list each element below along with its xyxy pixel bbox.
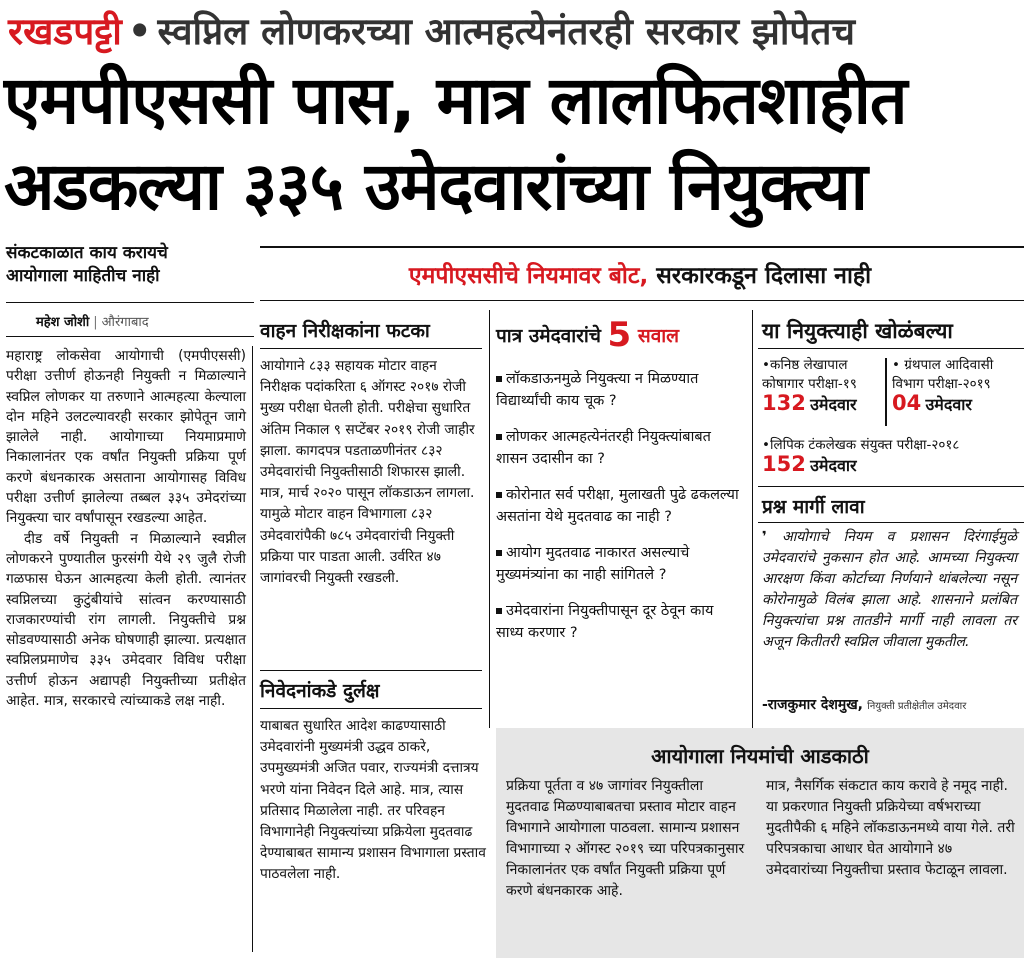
kicker-text: स्वप्निल लोणकरच्या आत्महत्येनंतरही सरकार झोपेतच bbox=[157, 10, 856, 53]
stat-librarian: • ग्रंथपाल आदिवासी विभाग परीक्षा-२०१९ 04 उमेदवार bbox=[892, 357, 994, 415]
stat-number: 152 bbox=[762, 452, 806, 476]
list-item: आयोग मुदतवाढ नाकारत असल्याचे मुख्यमंत्र्यांना का नाही सांगितले ? bbox=[496, 545, 690, 583]
byline bbox=[36, 312, 254, 330]
divider bbox=[260, 300, 1024, 301]
main-paragraph-1: महाराष्ट्र लोकसेवा आयोगाची (एमपीएससी) परीक्षा उत्तीर्ण होऊनही नियुक्ती न मिळाल्याने स्वप्निल लोणकर या तरुणाने आत्महत्या केल्याला दोन महिने उलटल्यावरही सरकार झोपेतून जागे झालेले नाही. आयोगाच्या नियमाप्रमाणे निकालानंतर एक वर्षांत नियुक्ती प्रक्रिया पूर्ण करणे बंधनकारक असताना आयोगासह विविध परीक्षा उत्तीर्ण झालेल्या तब्बल ३३५ उमेदरांच्या नियुक्त्या चार वर्षांपासून रखडल्या आहेत. bbox=[6, 348, 246, 527]
divider bbox=[758, 348, 1024, 349]
square-bullet-icon bbox=[496, 492, 502, 498]
divider bbox=[6, 336, 254, 337]
divider bbox=[758, 486, 1024, 487]
divider bbox=[260, 708, 482, 709]
demand-section-title: प्रश्न मार्गी लावा bbox=[762, 496, 865, 518]
questions-title-number: 5 bbox=[607, 315, 632, 355]
square-bullet-icon bbox=[496, 434, 502, 440]
kicker-label: रखडपट्टी bbox=[8, 10, 122, 53]
divider bbox=[260, 246, 1024, 248]
side-heading-line-1: संकटकाळात काय करायचे bbox=[6, 243, 168, 263]
quote-author-role: नियुक्ती प्रतीक्षेतील उमेदवार bbox=[867, 701, 967, 712]
subheadline bbox=[260, 256, 1020, 296]
list-item: कोरोनात सर्व परीक्षा, मुलाखती पुढे ढकलल्या असतांना येथे मुदतवाढ का नाही ? bbox=[496, 487, 739, 525]
list-item: उमेदवारांना नियुक्तीपासून दूर ठेवून काय साध्य करणार ? bbox=[496, 603, 714, 641]
quote-attribution bbox=[762, 695, 1020, 714]
byline-separator: | bbox=[93, 315, 98, 330]
column-rule bbox=[489, 310, 490, 728]
list-item: लोणकर आत्महत्येनंतरही नियुक्त्यांबाबत शासन उदासीन का ? bbox=[496, 429, 711, 467]
byline-city: औरंगाबाद bbox=[101, 315, 149, 330]
petition-section-body: याबाबत सुधारित आदेश काढण्यासाठी उमेदवारांनी मुख्यमंत्री उद्धव ठाकरे, उपमुख्यमंत्री अजित पवार, राज्यमंत्री दत्तात्रय भरणे यांना निवेदन दिले आहे. मात्र, त्यास प्रतिसाद मिळालेला नाही. तर परिवहन विभागानेही नियुक्त्यांच्या प्रक्रियेला मुदतवाढ देण्याबाबत सामान्य प्रशासन विभागाला प्रस्ताव पाठवलेला नाही. bbox=[260, 718, 486, 883]
quote-author: -राजकुमार देशमुख, bbox=[762, 697, 863, 713]
questions-title-pre: पात्र उमेदवारांचे bbox=[496, 325, 601, 347]
divider bbox=[758, 522, 1024, 523]
square-bullet-icon bbox=[496, 608, 502, 614]
stat-number: 132 bbox=[762, 391, 806, 415]
square-bullet-icon bbox=[496, 376, 502, 382]
main-article-column bbox=[6, 346, 246, 711]
questions-title-post: सवाल bbox=[637, 325, 680, 347]
petition-section-title: निवेदनांकडे दुर्लक्ष bbox=[260, 680, 380, 702]
subheadline-dark: सरकारकडून दिलासा नाही bbox=[656, 263, 872, 289]
list-item: लॉकडाऊनमुळे नियुक्त्या न मिळण्यात विद्यार्थ्यांची काय चूक ? bbox=[496, 371, 699, 409]
questions-list bbox=[496, 368, 744, 658]
stuck-section-title: या नियुक्त्याही खोळंबल्या bbox=[762, 319, 953, 343]
rules-box-left-text: प्रक्रिया पूर्तता व ४७ जागांवर नियुक्तीला मुदतवाढ मिळण्याबाबतचा प्रस्ताव मोटार वाहन विभागाने आयोगाला पाठवला. सामान्य प्रशासन विभागाच्या २ ऑगस्ट २०१९ च्या परिपत्रकानुसार निकालानंतर एक वर्षांत नियुक्ती प्रक्रिया पूर्ण करणे बंधनकारक आहे. bbox=[506, 778, 745, 899]
vehicle-section-title: वाहन निरीक्षकांना फटका bbox=[260, 320, 430, 342]
rules-box-title: आयोगाला नियमांची आडकाठी bbox=[651, 744, 869, 768]
divider bbox=[260, 670, 482, 671]
quote-mark-icon: ❜ bbox=[762, 529, 767, 545]
stat-number: 04 bbox=[892, 391, 922, 415]
demand-quote: ❜ आयोगाचे नियम व प्रशासन दिरंगाईमुळे उमेदवारांचे नुकसान होत आहे. आमच्या नियुक्त्या आरक्षण किंवा कोर्टाच्या निर्णयाने थांबलेल्या नसून कोरोनामुळे विलंब झाला आहे. शासनाने प्रलंबित नियुक्त्यांचा प्रश्न तातडीने मार्गी नाही लावला तर अजून कितीतरी स्वप्निल जीवाला मुकतील. bbox=[762, 529, 1018, 650]
subheadline-red: एमपीएससीचे नियमावर बोट, bbox=[408, 263, 649, 289]
column-rule bbox=[885, 358, 887, 426]
kicker bbox=[8, 4, 1018, 62]
questions-section-title bbox=[496, 315, 680, 355]
side-heading-line-2: आयोगाला माहितीच नाही bbox=[6, 266, 160, 286]
column-rule bbox=[252, 346, 253, 952]
kicker-bullet: • bbox=[127, 10, 152, 53]
byline-author: महेश जोशी bbox=[36, 315, 90, 330]
main-paragraph-2: दीड वर्षे नियुक्ती न मिळाल्याने स्वप्नील लोणकरने पुण्यातील फुरसंगी येथे २९ जुलै रोजी गळफास घेऊन आत्महत्या केली होती. त्यानंतर स्वप्निलच्या कुटुंबीयांचे सांत्वन करण्यासाठी राजकारण्यांची रांग लागली. नियुक्तीचे प्रश्न सोडवण्यासाठी अनेक घोषणाही झाल्या. प्रत्यक्षात स्वप्निलप्रमाणेच ३३५ उमेदवार विविध परीक्षा उत्तीर्ण होऊन अद्यापही नियुक्तीच्या प्रतीक्षेत आहेत. मात्र, सरकारचे त्यांच्याकडे लक्ष नाही. bbox=[6, 530, 246, 710]
divider bbox=[260, 348, 482, 349]
vehicle-section-body: आयोगाने ८३३ सहायक मोटार वाहन निरीक्षक पदांकरिता ६ ऑगस्ट २०१७ रोजी मुख्य परीक्षा घेतली होती. परीक्षेचा सुधारित अंतिम निकाल ९ सप्टेंबर २०१९ रोजी जाहीर झाला. कागदपत्र पडताळणीनंतर ८३२ उमेदवारांची नियुक्तीसाठी शिफारस झाली. मात्र, मार्च २०२० पासून लॉकडाऊन लागला. यामुळे मोटार वाहन विभागाला ८३२ उमेदवारांपैकी ७८५ उमेदवारांची नियुक्ती प्रक्रिया पार पाडता आली. उर्वरित ४७ जागांवरची नियुक्ती रखडली. bbox=[260, 358, 475, 587]
stat-clerk: •लिपिक टंकलेखक संयुक्त परीक्षा-२०१८ 152 उमेदवार bbox=[762, 437, 960, 476]
square-bullet-icon bbox=[496, 550, 502, 556]
divider bbox=[6, 302, 254, 303]
stat-accountant: •कनिष्ठ लेखापाल कोषागार परीक्षा-१९ 132 उमेदवार bbox=[762, 357, 857, 415]
headline-line-1: एमपीएससी पास, मात्र लालफितशाहीत bbox=[4, 62, 907, 139]
rules-box-right-text: मात्र, नैसर्गिक संकटात काय करावे हे नमूद नाही. या प्रकरणात नियुक्ती प्रक्रियेच्या वर्षभराच्या मुदतीपैकी ६ महिने लॉकडाऊनमध्ये वाया गेले. तरी परिपत्रकाचा आधार घेत आयोगाने ४७ उमेदवारांच्या नियुक्तीचा प्रस्ताव फेटाळून लावला. bbox=[766, 778, 1015, 878]
column-rule bbox=[752, 310, 753, 728]
headline-line-2: अडकल्या ३३५ उमेदवारांच्या नियुक्त्या bbox=[4, 148, 867, 225]
side-heading bbox=[6, 242, 254, 288]
